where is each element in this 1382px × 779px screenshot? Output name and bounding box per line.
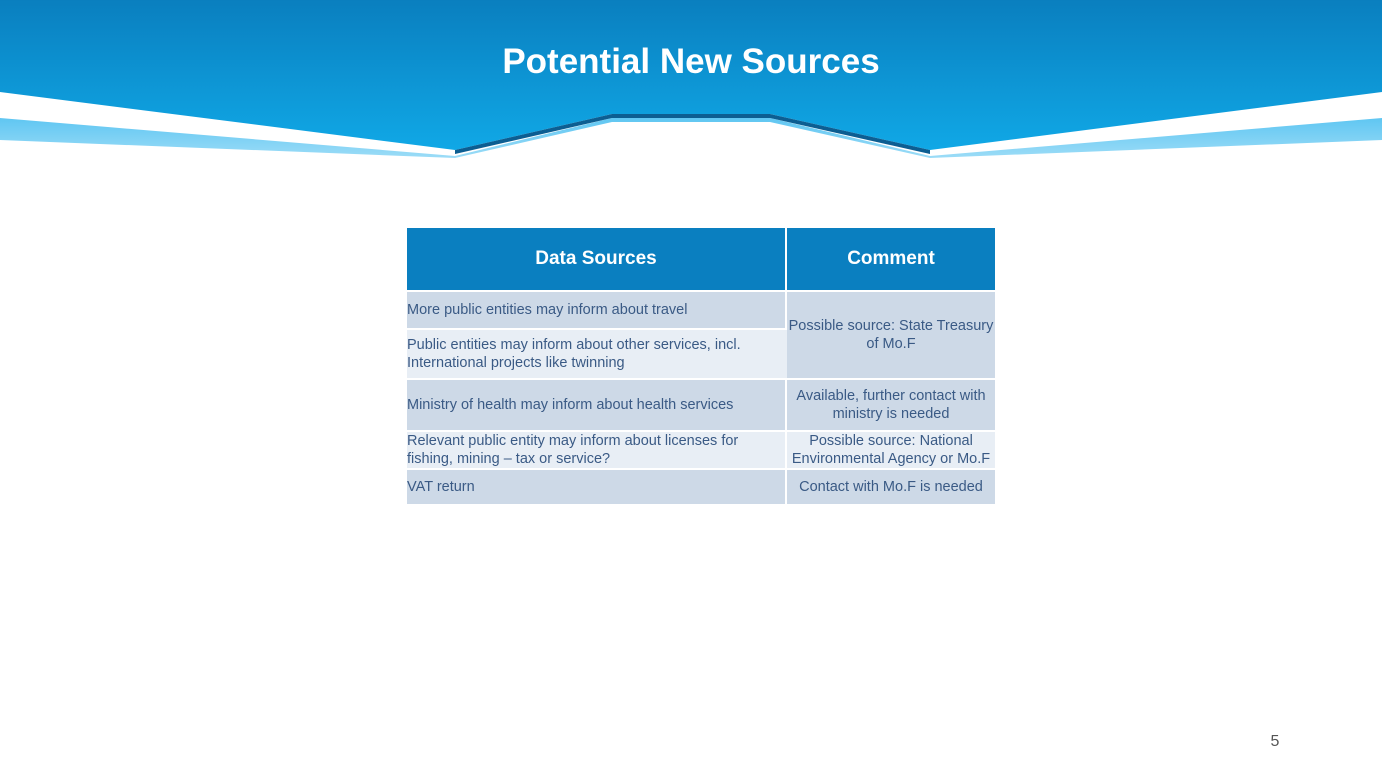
source-cell: More public entities may inform about travel	[407, 292, 787, 330]
comment-cell-merged: Possible source: State Treasury of Mo.F	[787, 292, 995, 380]
comment-cell: Available, further contact with ministry is needed	[787, 380, 995, 432]
table-row	[407, 292, 995, 330]
source-cell: Public entities may inform about other services, incl. International projects like twinning	[407, 330, 787, 380]
table-row	[407, 432, 995, 470]
comment-cell: Possible source: National Environmental Agency or Mo.F	[787, 432, 995, 470]
source-cell: Relevant public entity may inform about licenses for fishing, mining – tax or service?	[407, 432, 787, 470]
slide-title: Potential New Sources	[502, 42, 880, 81]
table-row	[407, 380, 995, 432]
source-cell: VAT return	[407, 470, 787, 506]
source-cell: Ministry of health may inform about health services	[407, 380, 787, 432]
comment-cell: Contact with Mo.F is needed	[787, 470, 995, 506]
data-sources-table	[407, 228, 995, 506]
header-data-sources: Data Sources	[407, 228, 787, 292]
header-banner	[0, 0, 1382, 170]
page-number: 5	[1270, 733, 1280, 750]
table-row	[407, 470, 995, 506]
table-header-row	[407, 228, 995, 292]
header-comment: Comment	[787, 228, 995, 292]
